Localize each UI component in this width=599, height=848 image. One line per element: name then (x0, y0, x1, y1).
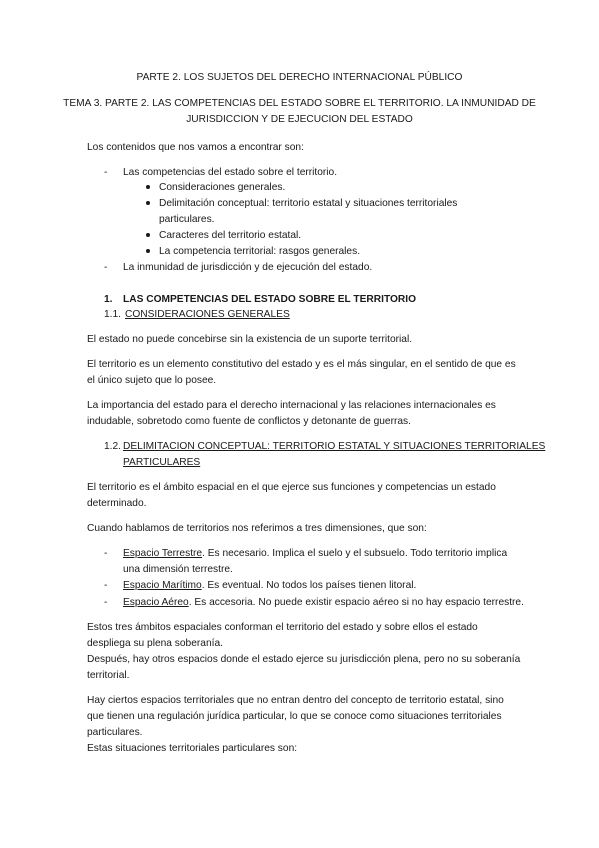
dimension-3-text: . Es accesoria. No puede existir espacio aéreo si no hay espacio terrestre. (188, 597, 524, 608)
paragraph-8-line2: que tienen una regulación jurídica particular, lo que se conoce como situaciones territoriales (87, 711, 502, 722)
section-1-2-title-line2: PARTICULARES (123, 457, 201, 468)
contents-item-1: Las competencias del estado sobre el territorio. (123, 167, 338, 178)
list-dash: - (104, 597, 108, 608)
paragraph-4-line2: determinado. (87, 498, 147, 509)
paragraph-2-line1: El territorio es un elemento constitutivo del estado y es el más singular, en el sentido de que es (87, 359, 516, 370)
section-1-number: 1. (104, 294, 113, 305)
bullet-dot (146, 233, 150, 237)
dimension-1-term: Espacio Terrestre (123, 548, 203, 559)
contents-sub-1: Consideraciones generales. (159, 182, 286, 193)
paragraph-1: El estado no puede concebirse sin la existencia de un suporte territorial. (87, 334, 413, 345)
dimension-1-text: . Es necesario. Implica el suelo y el subsuelo. Todo territorio implica (202, 548, 508, 559)
dimension-3-term: Espacio Aéreo (123, 597, 189, 608)
dimension-1-line2: una dimensión terrestre. (123, 564, 233, 575)
contents-sub-2-line2: particulares. (159, 214, 215, 225)
paragraph-9: Estas situaciones territoriales particulares son: (87, 743, 298, 754)
contents-sub-4: La competencia territorial: rasgos generales. (159, 246, 361, 257)
bullet-dot (146, 249, 150, 253)
contents-sub-2-line1: Delimitación conceptual: territorio estatal y situaciones territoriales (159, 198, 458, 209)
dimension-2-term: Espacio Marítimo (123, 580, 202, 591)
dimension-2-text: . Es eventual. No todos los países tienen litoral. (201, 580, 417, 591)
paragraph-8-line1: Hay ciertos espacios territoriales que no entran dentro del concepto de territorio estatal, sino (87, 695, 504, 706)
paragraph-2-line2: el único sujeto que lo posee. (87, 375, 217, 386)
list-dash: - (104, 580, 108, 591)
dimension-2 (123, 579, 416, 593)
tema-title-line1: TEMA 3. PARTE 2. LAS COMPETENCIAS DEL ESTADO SOBRE EL TERRITORIO. LA INMUNIDAD DE (63, 98, 536, 109)
section-1-1-title: CONSIDERACIONES GENERALES (125, 309, 290, 320)
paragraph-4-line1: El territorio es el ámbito espacial en el que ejerce sus funciones y competencias un estado (87, 482, 496, 493)
paragraph-3-line2: indudable, sobretodo como fuente de conflictos y detonante de guerras. (87, 416, 411, 427)
tema-title-line2: JURISDICCION Y DE EJECUCION DEL ESTADO (186, 114, 413, 125)
section-1-title: LAS COMPETENCIAS DEL ESTADO SOBRE EL TERRITORIO (123, 294, 417, 305)
section-1-1-number: 1.1. (104, 309, 121, 320)
paragraph-6-line2: despliega su plena soberanía. (87, 638, 223, 649)
contents-sub-3: Caracteres del territorio estatal. (159, 230, 302, 241)
list-dash: - (104, 262, 108, 273)
dimension-3 (123, 596, 524, 610)
list-dash: - (104, 548, 108, 559)
dimension-1-line1 (123, 547, 507, 561)
part-title: PARTE 2. LOS SUJETOS DEL DERECHO INTERNACIONAL PÚBLICO (136, 72, 463, 83)
section-1-2-title-line1: DELIMITACION CONCEPTUAL: TERRITORIO ESTATAL Y SITUACIONES TERRITORIALES (123, 441, 546, 452)
bullet-dot (146, 185, 150, 189)
list-dash: - (104, 167, 108, 178)
bullet-dot (146, 201, 150, 205)
paragraph-5: Cuando hablamos de territorios nos referimos a tres dimensiones, que son: (87, 523, 427, 534)
paragraph-7-line1: Después, hay otros espacios donde el estado ejerce su jurisdicción plena, pero no su soberanía (87, 654, 521, 665)
paragraph-8-line3: particulares. (87, 727, 143, 738)
section-1-2-number: 1.2. (104, 441, 121, 452)
intro-text: Los contenidos que nos vamos a encontrar son: (87, 142, 304, 153)
contents-item-2: La inmunidad de jurisdicción y de ejecución del estado. (123, 262, 373, 273)
paragraph-3-line1: La importancia del estado para el derecho internacional y las relaciones internacionales es (87, 400, 496, 411)
paragraph-6-line1: Estos tres ámbitos espaciales conforman el territorio del estado y sobre ellos el estado (87, 622, 478, 633)
paragraph-7-line2: territorial. (87, 670, 130, 681)
